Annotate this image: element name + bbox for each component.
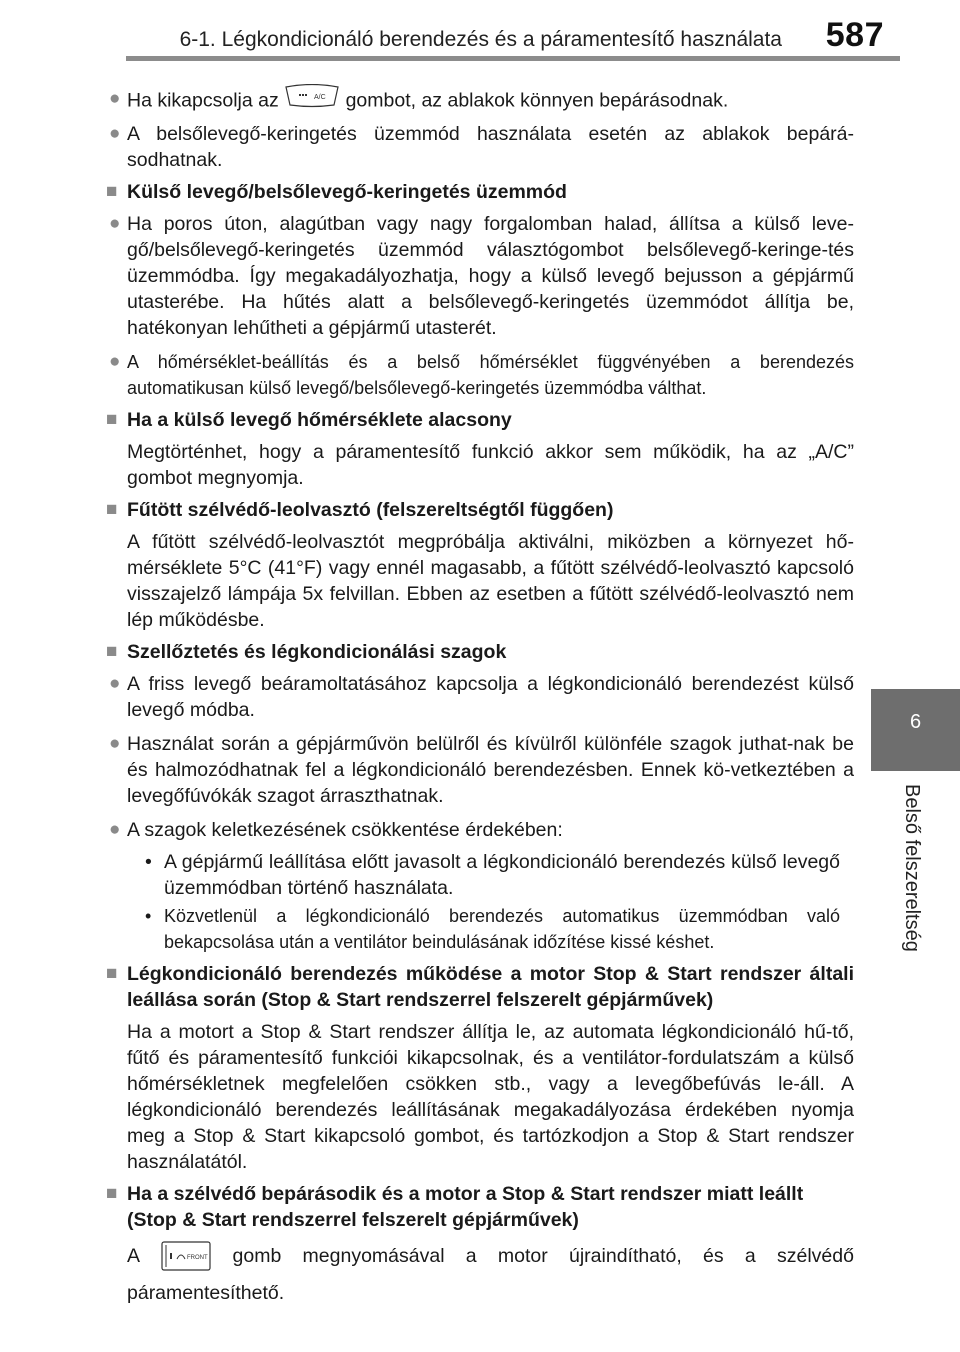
bullet-dot-icon: ● xyxy=(109,819,121,840)
bullet-item: ● Ha poros úton, alagútban vagy nagy forgalomban halad, állítsa a külső leve-gő/belsőlevegő-keringetés üzemmód választógombot belsőlevegő-keringe-tés üzemmódba. Így megakadályozhatja, hogy a külső levegő bejusson a gépjármű utasterébe. Ha hűtés alatt a belsőlevegő-keringetés üzemmódot állítja be, hatékonyan lehűtheti a gépjármű utasterét. xyxy=(109,213,854,339)
bullet-dot-icon: ● xyxy=(109,213,121,234)
bullet-item: ● A friss levegő beáramoltatásához kapcsolja a légkondicionáló berendezést külső levegő módba. xyxy=(109,673,854,721)
paragraph-line: páramentesíthető. xyxy=(127,1282,285,1304)
bullet-dot-icon: ● xyxy=(109,123,121,144)
paragraph: Ha a motort a Stop & Start rendszer állítja le, az automata légkondicionáló hű-tő, fűtő és páramentesítő funkciói kikapcsolnak, és a ventilátor-fordulatszám a külső hőmérsékletnek megfelelően csökken stb., vagy a levegőbefúvás le-áll. A légkondicionáló berendezés leállításának megakadályozása érdekében nyomja meg a Stop & Start kikapcsoló gombot, és tartózkodjon a Stop & Start rendszer használatától. xyxy=(127,1021,854,1173)
chapter-tab xyxy=(871,689,960,771)
bullet-dot-icon: ● xyxy=(109,733,121,754)
bullet-item: ● Használat során a gépjárművön belülről és kívülről különféle szagok juthat-nak be és halmozódhatnak fel a légkondicionáló berendezésben. Ennek kö-vetkeztében a levegőfúvókák szagot árraszthatnak. xyxy=(109,733,854,807)
sub-bullet-dot-icon: • xyxy=(145,906,152,926)
header-rule xyxy=(126,56,900,61)
section-heading: ■ Ha a külső levegő hőmérséklete alacsony xyxy=(106,409,512,431)
section-heading: ■ Ha a szélvédő bepárásodik és a motor a Stop & Start rendszer miatt leállt (Stop & Start rendszerrel felszerelt gépjárművek) xyxy=(106,1183,804,1231)
square-bullet-icon: ■ xyxy=(106,963,118,984)
paragraph-line: A FRONT gomb megnyomásával a motor újraindítható, és a szélvédő xyxy=(127,1243,854,1280)
square-bullet-icon: ■ xyxy=(106,409,118,430)
svg-text:FRONT: FRONT xyxy=(187,1255,208,1261)
section-heading: ■ Fűtött szélvédő-leolvasztó (felszereltségtől függően) xyxy=(106,499,614,521)
section-heading: ■ Légkondicionáló berendezés működése a motor Stop & Start rendszer általi leállása során (Stop & Start rendszerrel felszerelt gépjárművek) xyxy=(106,963,854,1011)
chapter-title: Belső felszereltség xyxy=(901,784,923,952)
bullet-dot-icon: ● xyxy=(109,673,121,694)
section-title: 6-1. Légkondicionáló berendezés és a páramentesítő használata xyxy=(179,28,782,51)
bullet-dot-icon: ● xyxy=(109,88,121,109)
chapter-number: 6 xyxy=(909,711,922,733)
ac-button-icon xyxy=(284,84,340,115)
page-header xyxy=(0,0,960,60)
bullet-item: ● A szagok keletkezésének csökkentése érdekében: xyxy=(109,819,563,841)
sub-bullet-item: • A gépjármű leállítása előtt javasolt a légkondicionáló berendezés külső levegő üzemmódban történő használata. xyxy=(145,851,840,899)
square-bullet-icon: ■ xyxy=(106,641,118,662)
chapter-title-wrap xyxy=(882,784,952,984)
square-bullet-icon: ■ xyxy=(106,1183,118,1204)
section-heading: ■ Szellőztetés és légkondicionálási szagok xyxy=(106,641,507,663)
sub-bullet-item: • Közvetlenül a légkondicionáló berendezés automatikus üzemmódban való bekapcsolása után a ventilátor beindulásának időzítése kissé késhet. xyxy=(106,903,854,955)
front-defroster-button-icon xyxy=(161,1241,211,1278)
sub-bullet-dot-icon: • xyxy=(145,851,152,873)
square-bullet-icon: ■ xyxy=(106,181,118,202)
page-number: 587 xyxy=(825,16,884,54)
page-content xyxy=(106,86,854,1306)
paragraph: A fűtött szélvédő-leolvasztót megpróbálja aktiválni, miközben a környezet hő-mérséklete 5°C (41°F) vagy ennél magasabb, a fűtött szélvédő-leolvasztó kapcsoló visszajelző lámpája 5x felvillan. Ebben az esetben a fűtött szélvédő-leolvasztó nem lép működésbe. xyxy=(127,531,854,631)
bullet-item: ● A hőmérséklet-beállítás és a belső hőmérséklet függvényében a berendezés automatikusan külső levegő/belsőlevegő-keringetés üzemmódba válthat. xyxy=(109,351,854,398)
square-bullet-icon: ■ xyxy=(106,499,118,520)
bullet-dot-icon: ● xyxy=(109,351,121,372)
bullet-item: ● A belsőlevegő-keringetés üzemmód használata esetén az ablakok bepárá-sodhatnak. xyxy=(109,123,854,171)
paragraph xyxy=(106,1243,854,1306)
paragraph: Megtörténhet, hogy a páramentesítő funkció akkor sem működik, ha az „A/C” gombot megnyomja. xyxy=(127,441,854,489)
svg-text:A/C: A/C xyxy=(314,94,326,101)
bullet-item: ● Ha kikapcsolja az A/C gombot, az ablakok könnyen bepárásodnak. xyxy=(106,86,854,117)
section-heading: ■ Külső levegő/belsőlevegő-keringetés üzemmód xyxy=(106,181,567,203)
